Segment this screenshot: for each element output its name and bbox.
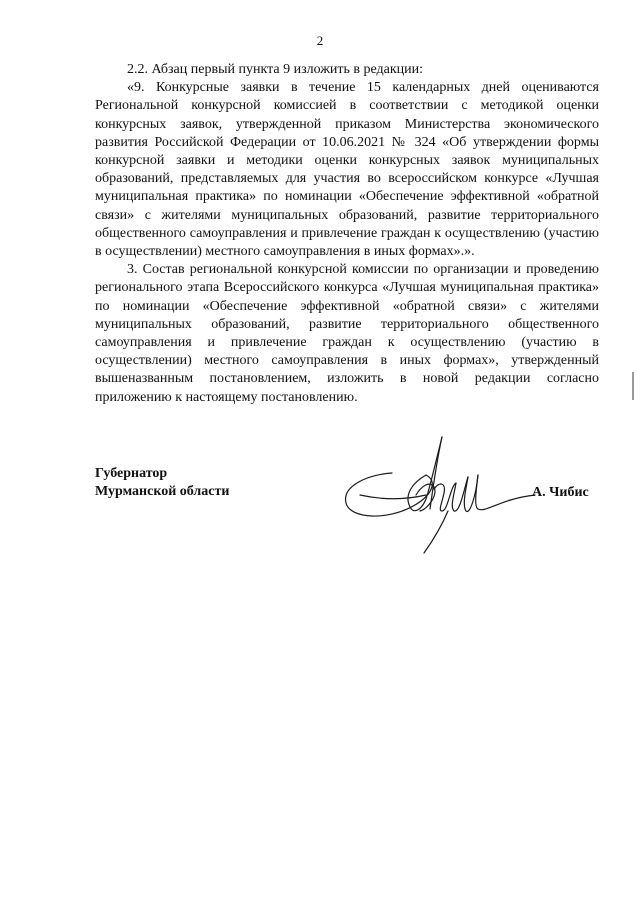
signer-position-line-2: Мурманской области (95, 484, 230, 499)
page-number: 2 (316, 33, 324, 48)
paragraph-3: 3. Состав региональной конкурсной комиссии по организации и проведению регионального этапа Всероссийского конкурса «Лучшая муниципальная практика» по номинации «Обеспечение эффективной «обратной связи» с жителями муниципальных образований, развитие территориального общественного самоуправления и привлечение граждан к осуществлению (участию в осуществлении) местного самоуправления в иных формах», утвержденный вышеназванным постановлением, изложить в новой редакции согласно приложению к настоящему постановлению. (95, 262, 599, 405)
signer-position-line-1: Губернатор (95, 466, 168, 481)
signer-name: А. Чибис (532, 485, 589, 500)
paragraph-2-2: 2.2. Абзац первый пункта 9 изложить в редакции: (127, 62, 424, 77)
paragraph-item-9-text: «9. Конкурсные заявки в течение 15 календарных дней оцениваются Региональной конкурсной комиссией в соответствии с методикой оценки конкурсных заявок, утвержденной приказом Министерства экономического развития Российской Федерации от 10.06.2021 № 324 «Об утверждении формы конкурсной заявки и методики оценки конкурсных заявок муниципальных образований, представляемых для участия во всероссийском конкурсе «Лучшая муниципальная практика» по номинации «Обеспечение эффективной «обратной связи» с жителями муниципальных образований, развитие территориального общественного самоуправления и привлечение граждан к осуществлению (участию в осуществлении) местного самоуправления в иных формах».». (95, 80, 599, 260)
document-body (95, 61, 599, 407)
signer-position (95, 465, 229, 501)
handwritten-signature (330, 425, 540, 560)
scan-edge-mark (632, 372, 635, 400)
